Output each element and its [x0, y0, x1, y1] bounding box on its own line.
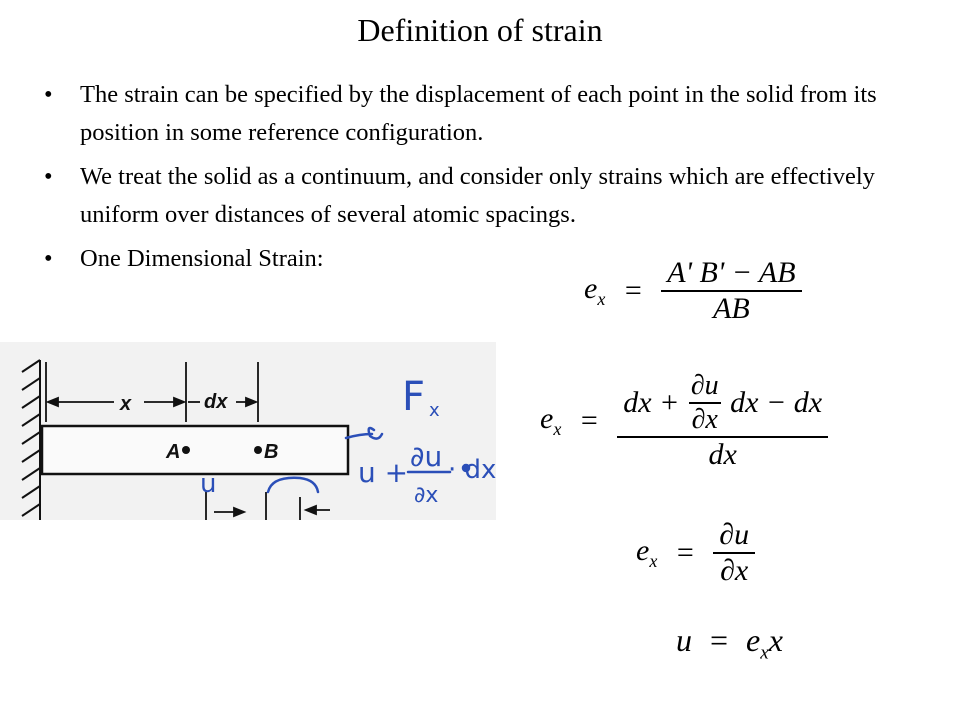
diagram-svg — [0, 342, 496, 520]
bullet-text: One Dimensional Strain: — [80, 245, 324, 272]
bullet-dot: • — [44, 245, 53, 272]
eq-numerator: dx + $\frac{\partial u}{\partial x}$ dx − dx — [623, 370, 823, 435]
eq-equals: = — [580, 404, 598, 437]
eq-denominator: ∂x — [713, 552, 755, 588]
handwritten-denominator: ∂x — [414, 483, 439, 508]
eq-denominator: dx — [617, 436, 828, 472]
eq-lhs: $e_x$ — [540, 402, 562, 439]
bullet-dot: • — [44, 81, 53, 108]
point-a — [182, 446, 190, 454]
eq-fraction — [617, 370, 828, 472]
bar-displacement-diagram — [0, 342, 496, 520]
eq-lhs: $e_x$ — [584, 272, 606, 309]
bar — [42, 426, 348, 474]
eq-equals: = — [624, 274, 642, 307]
u-plus-label: u + — [358, 456, 409, 489]
equation-strain-definition — [584, 256, 802, 326]
label-a: A — [166, 441, 181, 463]
handwritten-tail: · dx — [448, 455, 496, 485]
eq-rhs: $e_xx$ — [746, 622, 783, 664]
bullet-item — [44, 158, 904, 234]
eq-equals: = — [676, 536, 694, 569]
eq-fraction — [661, 256, 801, 326]
eq-denominator: AB — [661, 290, 801, 326]
u-label: u — [200, 469, 217, 499]
eq-numerator: A' B' − AB — [667, 256, 796, 289]
equation-strain-expanded — [540, 370, 828, 472]
point-b — [254, 446, 262, 454]
label-dx: dx — [204, 391, 228, 413]
bullet-dot: • — [44, 163, 53, 190]
equation-strain-derivative — [636, 518, 755, 588]
bullet-item — [44, 76, 904, 152]
bullet-text: The strain can be specified by the displacement of each point in the solid from its position in some reference configuration. — [80, 81, 877, 146]
label-b: B — [264, 441, 279, 463]
handwritten-numerator: ∂u — [410, 440, 443, 473]
eq-numerator: ∂u — [719, 518, 750, 551]
eq-equals: = — [710, 622, 729, 658]
eq-fraction — [713, 518, 755, 588]
bullet-list — [44, 76, 904, 284]
label-x: x — [120, 393, 132, 415]
eq-lhs: $e_x$ — [636, 534, 658, 571]
slide-title: Definition of strain — [357, 12, 603, 48]
bullet-text: We treat the solid as a continuum, and consider only strains which are effectively uniform over distances of several atomic spacings. — [80, 163, 875, 228]
force-label: Fx — [402, 374, 440, 421]
equation-displacement — [676, 622, 783, 664]
eq-lhs: u — [676, 622, 692, 658]
